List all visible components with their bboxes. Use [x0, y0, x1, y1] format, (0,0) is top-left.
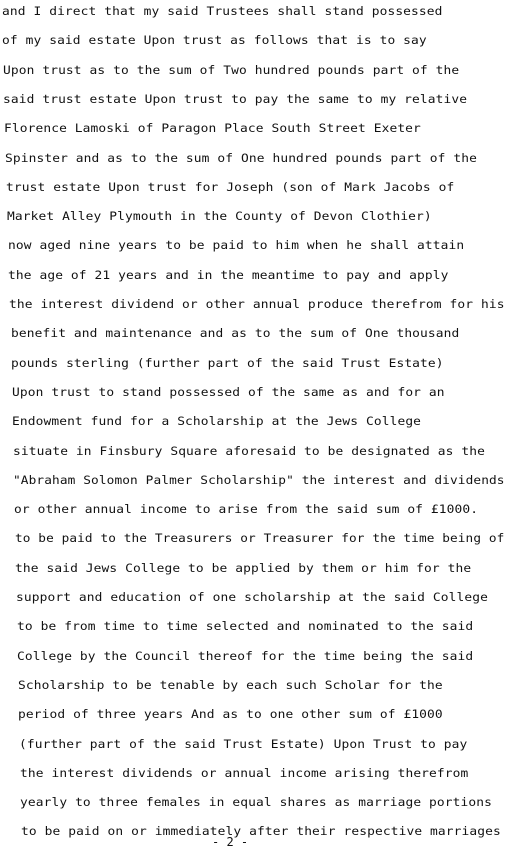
- text-line: yearly to three females in equal shares as marriage portions: [20, 795, 492, 810]
- text-line: Upon trust to stand possessed of the same as and for an: [12, 384, 445, 399]
- text-line: Scholarship to be tenable by each such Scholar for the: [18, 677, 443, 692]
- text-line: the interest dividends or annual income arising therefrom: [20, 765, 469, 780]
- text-line: the said Jews College to be applied by them or him for the: [15, 560, 472, 575]
- text-line: Florence Lamoski of Paragon Place South Street Exeter: [4, 121, 421, 136]
- text-line: to be from time to time selected and nominated to the said: [17, 619, 474, 634]
- text-line: (further part of the said Trust Estate) Upon Trust to pay: [19, 736, 468, 751]
- text-line: the age of 21 years and in the meantime to pay and apply: [8, 267, 449, 282]
- text-line: trust estate Upon trust for Joseph (son of Mark Jacobs of: [6, 179, 455, 194]
- text-line: or other annual income to arise from the said sum of £1000.: [14, 502, 479, 517]
- text-line: pounds sterling (further part of the said Trust Estate): [11, 355, 444, 370]
- text-line: period of three years And as to one other sum of £1000: [18, 707, 443, 722]
- text-line: to be paid on or immediately after their respective marriages: [21, 824, 501, 839]
- text-line: Market Alley Plymouth in the County of Devon Clothier): [7, 209, 432, 224]
- text-line: now aged nine years to be paid to him when he shall attain: [8, 238, 465, 253]
- text-line: benefit and maintenance and as to the sum of One thousand: [11, 326, 460, 341]
- text-line: Endowment fund for a Scholarship at the Jews College: [12, 414, 422, 429]
- text-line: said trust estate Upon trust to pay the same to my relative: [3, 91, 468, 106]
- text-line: and I direct that my said Trustees shall stand possessed: [2, 4, 443, 18]
- text-line: Upon trust as to the sum of Two hundred pounds part of the: [3, 62, 460, 77]
- text-line: the interest dividend or other annual produce therefrom for his: [9, 297, 505, 311]
- text-line: situate in Finsbury Square aforesaid to be designated as the: [13, 443, 485, 458]
- text-line: to be paid to the Treasurers or Treasurer for the time being of: [15, 531, 505, 546]
- text-line: support and education of one scholarship at the said College: [16, 590, 488, 604]
- page-number: - 2 -: [212, 835, 249, 849]
- text-line: "Abraham Solomon Palmer Scholarship" the interest and dividends: [13, 472, 505, 487]
- text-line: Spinster and as to the sum of One hundred pounds part of the: [5, 150, 477, 165]
- text-line: College by the Council thereof for the time being the said: [17, 648, 474, 663]
- text-line: of my said estate Upon trust as follows that is to say: [2, 33, 427, 48]
